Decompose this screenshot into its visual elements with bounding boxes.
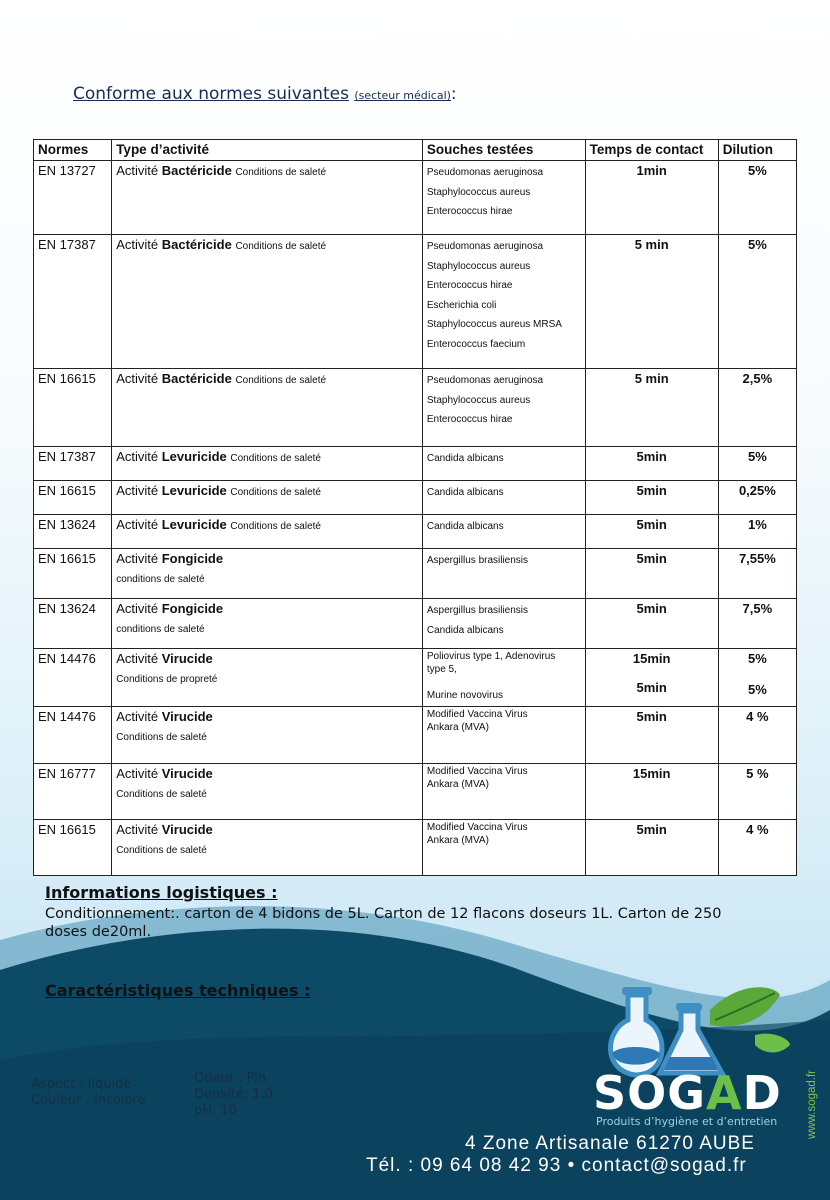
activity-cell (112, 161, 423, 235)
table-row (34, 447, 797, 481)
activity-type: Fongicide (161, 551, 224, 566)
activity-prefix: Activité (116, 651, 159, 666)
activity-condition: Conditions de saleté (235, 167, 327, 178)
activity-prefix: Activité (116, 449, 159, 464)
activity-cell (112, 515, 423, 549)
activity-type: Virucide (161, 822, 213, 837)
temps-value: 5min (636, 709, 667, 724)
header-type: Type d’activité (112, 140, 423, 161)
brand-address: 4 Zone Artisanale 61270 AUBE (465, 1133, 755, 1154)
table-header-row (34, 140, 797, 161)
norme-cell: EN 16615 (34, 481, 112, 515)
activity-type: Levuricide (161, 517, 227, 532)
souche-item: Escherichia coli (426, 299, 497, 311)
technical-title: Caractéristiques techniques : (45, 981, 311, 1000)
norme-cell: EN 14476 (34, 707, 112, 764)
table-row (34, 649, 797, 707)
activity-condition: conditions de saleté (116, 574, 205, 585)
activity-cell (112, 235, 423, 369)
activity-condition: Conditions de propreté (116, 674, 218, 685)
table-row (34, 515, 797, 549)
norme-cell: EN 17387 (34, 447, 112, 481)
norme-cell: EN 16615 (34, 549, 112, 599)
header-dilution: Dilution (718, 140, 796, 161)
dilution-cell (718, 161, 796, 235)
dilution-cell (718, 235, 796, 369)
dilution-value: 5% (747, 449, 767, 464)
souche-item: Enterococcus hirae (426, 280, 513, 291)
table-row (34, 764, 797, 820)
temps-value: 5min (636, 551, 667, 566)
brand-contact: Tél. : 09 64 08 42 93 • contact@sogad.fr (366, 1155, 747, 1176)
souche-item: Candida albicans (426, 453, 504, 464)
dilution-value: 5% (747, 163, 767, 178)
souche-item: Staphylococcus aureus (426, 260, 531, 272)
page-title (73, 84, 457, 104)
dilution-cell (718, 820, 796, 876)
activity-cell (112, 447, 423, 481)
activity-condition: Conditions de saleté (235, 375, 327, 386)
dilution-value: 7,55% (738, 551, 776, 566)
souches-cell (422, 161, 585, 235)
souches-cell (422, 599, 585, 649)
spec-densite: Densité: 1,0 (194, 1087, 273, 1102)
souches-cell (422, 764, 585, 820)
title-colon: : (450, 84, 457, 104)
logistics-title: Informations logistiques : (45, 883, 278, 902)
activity-cell (112, 549, 423, 599)
spec-ph: pH: 10 (194, 1103, 238, 1118)
dilution-value: 5 % (746, 766, 769, 781)
souche-item: Ankara (MVA) (426, 779, 489, 790)
header-temps: Temps de contact (585, 140, 718, 161)
souche-item: Modified Vaccina Virus (426, 766, 528, 777)
souche-item: Ankara (MVA) (426, 835, 489, 846)
temps-cell (585, 447, 718, 481)
activity-condition: Conditions de saleté (116, 789, 207, 800)
activity-condition: Conditions de saleté (230, 453, 321, 464)
dilution-value: 4 % (746, 822, 769, 837)
souches-cell (422, 707, 585, 764)
temps-cell (585, 820, 718, 876)
souche-item: Pseudomonas aeruginosa (426, 241, 544, 252)
norme-cell: EN 13624 (34, 515, 112, 549)
temps-cell (585, 707, 718, 764)
souche-item: Aspergillus brasiliensis (426, 605, 529, 616)
norme-cell: EN 16615 (34, 820, 112, 876)
activity-prefix: Activité (116, 483, 159, 498)
souche-item: Modified Vaccina Virus (426, 822, 528, 833)
activity-prefix: Activité (116, 517, 159, 532)
activity-type: Bactéricide (161, 237, 232, 252)
temps-value: 15min (632, 651, 671, 666)
souches-cell (422, 235, 585, 369)
dilution-cell (718, 764, 796, 820)
norme-cell: EN 13624 (34, 599, 112, 649)
technical-specs-col1 (31, 1077, 146, 1109)
temps-value: 1min (636, 163, 667, 178)
temps-cell (585, 161, 718, 235)
title-main: Conforme aux normes suivantes (73, 84, 349, 104)
souche-item: Enterococcus faecium (426, 338, 526, 350)
souche-item: Ankara (MVA) (426, 722, 489, 733)
dilution-value: 0,25% (738, 483, 776, 498)
temps-cell (585, 599, 718, 649)
temps-value: 5 min (634, 237, 669, 252)
activity-cell (112, 764, 423, 820)
temps-value: 5min (636, 483, 667, 498)
souches-cell (422, 369, 585, 447)
souche-item: Staphylococcus aureus MRSA (426, 319, 562, 330)
souche-item: Pseudomonas aeruginosa (426, 375, 544, 386)
norms-table (33, 139, 797, 876)
activity-type: Levuricide (161, 449, 227, 464)
temps-value: 5min (636, 601, 667, 616)
norme-cell: EN 13727 (34, 161, 112, 235)
activity-type: Levuricide (161, 483, 227, 498)
souches-cell (422, 481, 585, 515)
activity-prefix: Activité (116, 371, 159, 386)
souches-cell (422, 515, 585, 549)
norme-cell: EN 14476 (34, 649, 112, 707)
activity-prefix: Activité (116, 237, 159, 252)
brand-name-start: SOG (593, 1066, 706, 1120)
temps-cell (585, 649, 718, 707)
brand-name-accent: A (706, 1066, 743, 1120)
souches-cell (422, 649, 585, 707)
activity-type: Bactéricide (161, 163, 232, 178)
activity-condition: Conditions de saleté (235, 241, 327, 252)
table-row (34, 481, 797, 515)
activity-condition: Conditions de saleté (116, 845, 207, 856)
header-normes: Normes (34, 140, 112, 161)
temps-value: 5min (636, 517, 667, 532)
dilution-cell (718, 707, 796, 764)
activity-prefix: Activité (116, 163, 159, 178)
brand-tagline: Produits d’hygiène et d’entretien (596, 1115, 778, 1128)
souche-item: Enterococcus hirae (426, 414, 513, 425)
activity-condition: Conditions de saleté (116, 732, 207, 743)
table-row (34, 707, 797, 764)
temps-cell (585, 369, 718, 447)
temps-cell (585, 549, 718, 599)
temps-cell (585, 481, 718, 515)
souches-cell (422, 549, 585, 599)
activity-condition: conditions de saleté (116, 624, 205, 635)
brand-name-end: D (742, 1066, 782, 1120)
spec-aspect: Aspect : liquide (31, 1077, 132, 1092)
souche-item: Murine novovirus (426, 690, 504, 701)
temps-value: 5 min (634, 371, 669, 386)
activity-prefix: Activité (116, 551, 159, 566)
souche-item: type 5, (426, 664, 457, 675)
souches-cell (422, 820, 585, 876)
activity-prefix: Activité (116, 766, 159, 781)
dilution-cell (718, 599, 796, 649)
temps-value: 5min (636, 449, 667, 464)
table-row (34, 820, 797, 876)
technical-specs-col2 (194, 1071, 273, 1119)
souche-item: Candida albicans (426, 487, 504, 498)
activity-condition: Conditions de saleté (230, 521, 321, 532)
spec-couleur: Couleur : incolore (31, 1093, 146, 1108)
activity-type: Bactéricide (161, 371, 232, 386)
dilution-value: 2,5% (742, 371, 773, 386)
activity-cell (112, 820, 423, 876)
brand-website: www.sogad.fr (806, 1070, 818, 1140)
dilution-cell (718, 447, 796, 481)
temps-cell (585, 235, 718, 369)
activity-type: Virucide (161, 651, 213, 666)
norme-cell: EN 16615 (34, 369, 112, 447)
header-souches: Souches testées (422, 140, 585, 161)
table-row (34, 599, 797, 649)
table-row (34, 549, 797, 599)
activity-cell (112, 481, 423, 515)
souche-item: Pseudomonas aeruginosa (426, 167, 544, 178)
norme-cell: EN 16777 (34, 764, 112, 820)
dilution-value: 5% (747, 651, 767, 666)
activity-prefix: Activité (116, 601, 159, 616)
activity-condition: Conditions de saleté (230, 487, 321, 498)
dilution-value: 7,5% (742, 601, 773, 616)
dilution-value: 4 % (746, 709, 769, 724)
activity-type: Fongicide (161, 601, 224, 616)
souche-item: Modified Vaccina Virus (426, 709, 528, 720)
brand-logo-text (593, 1066, 782, 1120)
dilution-value: 5% (747, 682, 767, 697)
temps-value: 5min (636, 680, 667, 695)
activity-prefix: Activité (116, 822, 159, 837)
activity-type: Virucide (161, 709, 213, 724)
table-row (34, 161, 797, 235)
activity-cell (112, 369, 423, 447)
dilution-value: 1% (747, 517, 767, 532)
dilution-cell (718, 515, 796, 549)
activity-prefix: Activité (116, 709, 159, 724)
activity-cell (112, 599, 423, 649)
dilution-cell (718, 369, 796, 447)
temps-value: 15min (632, 766, 671, 781)
table-row (34, 369, 797, 447)
logistics-text: Conditionnement:. carton de 4 bidons de 5L. Carton de 12 flacons doseurs 1L. Carton de 250 doses de20ml. (45, 906, 722, 940)
dilution-cell (718, 649, 796, 707)
norme-cell: EN 17387 (34, 235, 112, 369)
souche-item: Aspergillus brasiliensis (426, 555, 529, 566)
dilution-value: 5% (747, 237, 767, 252)
dilution-cell (718, 549, 796, 599)
temps-cell (585, 515, 718, 549)
dilution-cell (718, 481, 796, 515)
activity-cell (112, 649, 423, 707)
temps-cell (585, 764, 718, 820)
spec-odeur: Odeur : Pin (194, 1071, 267, 1086)
activity-type: Virucide (161, 766, 213, 781)
souche-item: Poliovirus type 1, Adenovirus (426, 651, 556, 662)
activity-cell (112, 707, 423, 764)
souche-item: Candida albicans (426, 624, 504, 636)
souche-item: Staphylococcus aureus (426, 394, 531, 406)
temps-value: 5min (636, 822, 667, 837)
table-row (34, 235, 797, 369)
souche-item: Staphylococcus aureus (426, 186, 531, 198)
souche-item: Candida albicans (426, 521, 504, 532)
souches-cell (422, 447, 585, 481)
title-subtitle: (secteur médical) (354, 89, 451, 102)
souche-item: Enterococcus hirae (426, 206, 513, 217)
